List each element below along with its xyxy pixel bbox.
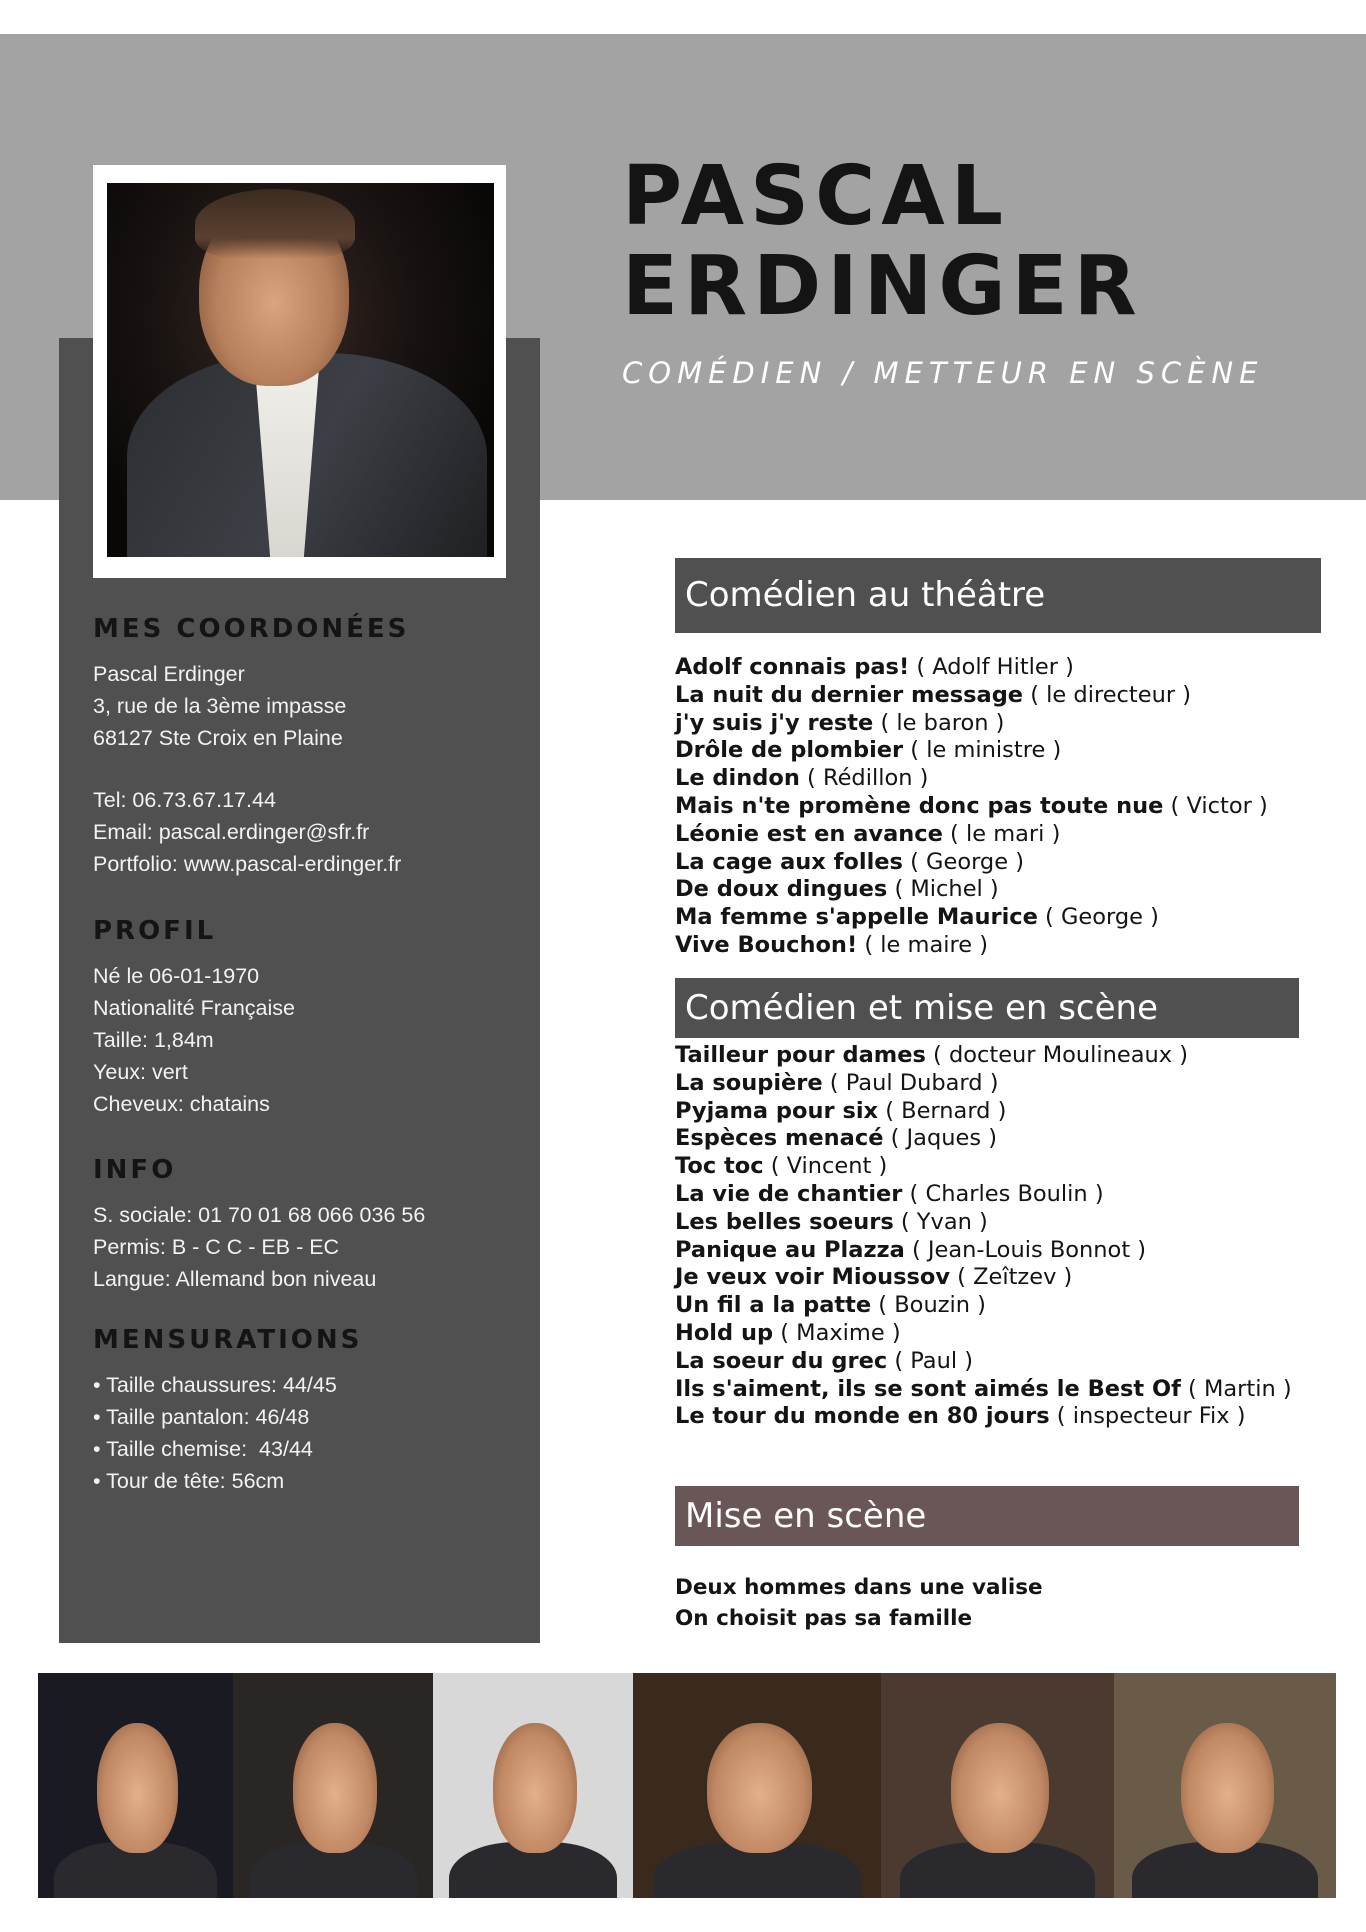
role-entry — [675, 682, 1268, 710]
role-entry — [675, 1070, 1292, 1098]
role-entry — [675, 876, 1268, 904]
profil-section — [93, 916, 295, 1120]
info-line: Langue: Allemand bon niveau — [93, 1267, 377, 1291]
role-entry — [675, 821, 1268, 849]
role-entry — [675, 1348, 1292, 1376]
play-role: ( inspecteur Fix ) — [1049, 1403, 1246, 1430]
play-role: ( Paul Dubard ) — [822, 1069, 999, 1096]
play-role: ( le baron ) — [873, 709, 1005, 736]
play-role: ( Jaques ) — [883, 1125, 998, 1152]
role-entry — [675, 765, 1268, 793]
play-role: ( Victor ) — [1163, 792, 1268, 819]
play-role: ( Bernard ) — [878, 1097, 1007, 1124]
role-photo — [38, 1673, 233, 1898]
photo-strip — [38, 1673, 1336, 1898]
play-title: Tailleur pour dames — [675, 1042, 926, 1068]
page-title — [622, 149, 1143, 334]
play-title: Vive Bouchon! — [675, 931, 858, 958]
contact-line: 3, rue de la 3ème impasse — [93, 694, 347, 718]
role-entry — [675, 1181, 1292, 1209]
info-line: Permis: B - C C - EB - EC — [93, 1235, 340, 1259]
role-entry — [675, 1403, 1292, 1431]
play-role: ( Rédillon ) — [799, 765, 929, 792]
email-line: Email: pascal.erdinger@sfr.fr — [93, 820, 370, 844]
portrait-frame — [93, 165, 506, 578]
role-entry — [675, 654, 1268, 682]
role-entry — [675, 1264, 1292, 1292]
role-entry — [675, 793, 1268, 821]
play-title: Un fil a la patte — [675, 1292, 872, 1319]
info-line: S. sociale: 01 70 01 68 066 036 56 — [93, 1203, 426, 1227]
role-entry — [675, 1042, 1292, 1070]
role-photo — [1114, 1673, 1336, 1898]
direction-list — [675, 1572, 1043, 1634]
play-role: ( Zeîtzev ) — [950, 1264, 1073, 1291]
role-entry — [675, 932, 1268, 960]
profil-line: Nationalité Française — [93, 996, 295, 1020]
role-entry — [675, 1376, 1292, 1404]
play-title: Espèces menacé — [675, 1125, 884, 1152]
portrait-photo — [107, 183, 494, 557]
portfolio-line: Portfolio: www.pascal-erdinger.fr — [93, 852, 402, 876]
theatre-list — [675, 654, 1268, 960]
play-role: ( Paul ) — [887, 1347, 974, 1374]
contact-heading: MES COORDONÉES — [93, 614, 410, 644]
job-subtitle: COMÉDIEN / METTEUR EN SCÈNE — [622, 356, 1264, 390]
play-role: ( Maxime ) — [773, 1319, 901, 1346]
play-title: Panique au Plazza — [675, 1236, 905, 1263]
role-entry — [675, 1209, 1292, 1237]
play-title: Toc toc — [675, 1153, 764, 1180]
play-role: ( docteur Moulineaux ) — [925, 1042, 1189, 1068]
play-role: ( Charles Boulin ) — [902, 1180, 1104, 1207]
play-role: ( Michel ) — [887, 876, 999, 903]
mensuration-line: • Taille pantalon: 46/48 — [93, 1405, 310, 1429]
play-title: Le dindon — [675, 765, 800, 792]
role-entry — [675, 1098, 1292, 1126]
play-title: Le tour du monde en 80 jours — [675, 1403, 1050, 1430]
last-name: ERDINGER — [622, 239, 1143, 334]
play-role: ( George ) — [1037, 904, 1159, 931]
play-role: ( le maire ) — [857, 931, 989, 958]
play-role: ( le ministre ) — [903, 737, 1062, 764]
role-entry — [675, 1292, 1292, 1320]
mensurations-section — [93, 1325, 362, 1497]
play-title: j'y suis j'y reste — [675, 709, 874, 736]
actor-director-heading: Comédien et mise en scène — [675, 978, 1299, 1038]
info-heading: INFO — [93, 1155, 177, 1185]
profil-line: Yeux: vert — [93, 1060, 188, 1084]
role-entry — [675, 1125, 1292, 1153]
role-photo — [881, 1673, 1114, 1898]
play-title: La soeur du grec — [675, 1347, 888, 1374]
role-entry — [675, 1153, 1292, 1181]
play-title: Mais n'te promène donc pas toute nue — [675, 792, 1164, 819]
play-role: ( Martin ) — [1180, 1375, 1292, 1402]
play-role: ( Vincent ) — [763, 1153, 888, 1180]
mensuration-line: • Tour de tête: 56cm — [93, 1469, 285, 1493]
mensurations-heading: MENSURATIONS — [93, 1325, 363, 1355]
play-role: ( Adolf Hitler ) — [909, 654, 1074, 680]
play-title: La soupière — [675, 1069, 823, 1096]
profil-line: Né le 06-01-1970 — [93, 964, 260, 988]
play-role: ( le directeur ) — [1023, 681, 1192, 708]
direction-entry: On choisit pas sa famille — [675, 1606, 973, 1631]
mensuration-line: • Taille chemise: 43/44 — [93, 1437, 313, 1461]
role-entry — [675, 1320, 1292, 1348]
play-title: La vie de chantier — [675, 1180, 903, 1207]
contact-section — [93, 614, 409, 880]
play-title: Hold up — [675, 1319, 774, 1346]
play-title: Drôle de plombier — [675, 737, 904, 764]
role-photo — [633, 1673, 881, 1898]
play-title: Je veux voir Mioussov — [675, 1264, 951, 1291]
role-photo — [233, 1673, 433, 1898]
info-section — [93, 1155, 425, 1295]
contact-line: 68127 Ste Croix en Plaine — [93, 726, 343, 750]
profil-heading: PROFIL — [93, 916, 217, 946]
play-title: Ma femme s'appelle Maurice — [675, 904, 1038, 931]
play-title: Ils s'aiment, ils se sont aimés le Best Of — [675, 1375, 1181, 1402]
actor-director-list — [675, 1042, 1292, 1431]
phone-line: Tel: 06.73.67.17.44 — [93, 788, 276, 812]
play-title: Léonie est en avance — [675, 820, 943, 847]
first-name: PASCAL — [622, 149, 1009, 244]
profil-line: Taille: 1,84m — [93, 1028, 214, 1052]
role-entry — [675, 849, 1268, 877]
play-role: ( le mari ) — [942, 820, 1061, 847]
play-role: ( Yvan ) — [893, 1208, 988, 1235]
play-title: Les belles soeurs — [675, 1208, 894, 1235]
role-entry — [675, 904, 1268, 932]
play-title: La cage aux folles — [675, 848, 903, 875]
theatre-heading: Comédien au théâtre — [675, 558, 1321, 633]
play-role: ( Jean-Louis Bonnot ) — [904, 1236, 1147, 1263]
role-entry — [675, 1237, 1292, 1265]
contact-line: Pascal Erdinger — [93, 662, 245, 686]
play-role: ( Bouzin ) — [871, 1292, 986, 1319]
role-photo — [433, 1673, 633, 1898]
play-title: Adolf connais pas! — [675, 654, 910, 680]
direction-heading: Mise en scène — [675, 1486, 1299, 1546]
role-entry — [675, 737, 1268, 765]
play-role: ( George ) — [902, 848, 1024, 875]
mensuration-line: • Taille chaussures: 44/45 — [93, 1373, 337, 1397]
play-title: De doux dingues — [675, 876, 888, 903]
play-title: Pyjama pour six — [675, 1097, 879, 1124]
play-title: La nuit du dernier message — [675, 681, 1024, 708]
direction-entry: Deux hommes dans une valise — [675, 1575, 1043, 1600]
profil-line: Cheveux: chatains — [93, 1092, 270, 1116]
role-entry — [675, 710, 1268, 738]
